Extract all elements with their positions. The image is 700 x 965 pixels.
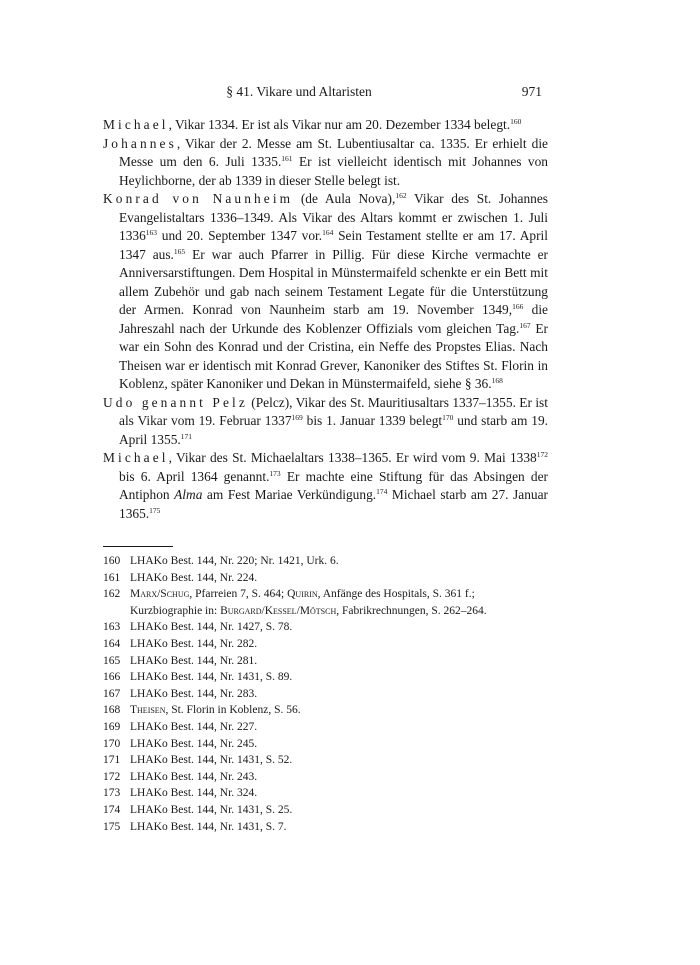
footnote-text: LHAKo Best. 144, Nr. 220; Nr. 1421, Urk. 6. bbox=[130, 555, 339, 567]
footnote bbox=[103, 802, 548, 819]
footnote-ref[interactable]: 166 bbox=[512, 302, 524, 311]
footnote-ref[interactable]: 175 bbox=[149, 505, 161, 515]
footnote-text: LHAKo Best. 144, Nr. 282. bbox=[130, 637, 258, 650]
footnote-text: LHAKo Best. 144, Nr. 224. bbox=[130, 571, 258, 584]
footnote-ref[interactable]: 174 bbox=[376, 487, 388, 496]
entry-udo-genannt-pelz: Udo genannt Pelz (Pelcz), Vikar des St. Mauritiusaltars 1337–1355. Er ist als Vikar vom 19. Februar 1337$^{169}$ bis 1. Januar 1339 belegt$^{170}$ und starb am 19. April 1355.$^{171}$ bbox=[103, 394, 548, 447]
entry-name: Michael bbox=[103, 450, 169, 465]
footnote-ref[interactable]: 167 bbox=[519, 320, 531, 330]
footnote-text: LHAKo Best. 144, Nr. 1427, S. 78. bbox=[130, 621, 293, 634]
footnote-ref[interactable]: 169 bbox=[291, 413, 303, 422]
footnote-number: 167 bbox=[103, 687, 121, 700]
footnote bbox=[103, 553, 548, 570]
entry-name: Johannes bbox=[103, 135, 177, 151]
footnote-text: Marx/Schug, Pfarreien 7, S. 464; Quirin, Anfänge des Hospitals, S. 361 f.; Kurzbiographie in: Burgard/Kessel/Mötsch, Fabrikrechnungen, S. 262–264. bbox=[130, 588, 487, 617]
footnote-number: 173 bbox=[103, 787, 121, 800]
footnote-text: LHAKo Best. 144, Nr. 1431, S. 7. bbox=[130, 820, 287, 833]
footnote-text: LHAKo Best. 144, Nr. 324. bbox=[130, 787, 258, 800]
footnote bbox=[103, 719, 548, 736]
entry-johannes: Johannes, Vikar der 2. Messe am St. Lubentiusaltar ca. 1335. Er erhielt die Messe um den 6. Juli 1335.$^{161}$ Er ist vielleicht identisch mit Johannes von Heylichborne, der ab 1339 in dieser Stelle belegt ist. bbox=[103, 135, 548, 188]
footnote-ref[interactable]: 160 bbox=[510, 117, 522, 126]
entry-name: Michael bbox=[103, 117, 169, 132]
footnote-text: LHAKo Best. 144, Nr. 283. bbox=[130, 687, 258, 700]
footnote bbox=[103, 736, 548, 753]
entry-name: Udo genannt Pelz bbox=[103, 394, 248, 410]
footnote-number: 162 bbox=[103, 588, 121, 601]
entry-konrad-von-naunheim: Konrad von Naunheim (de Aula Nova),$^{162}$ Vikar des St. Johannes Evangelistaltars 1336–1349. Als Vikar des Altars kommt er zwischen 1. Juli 1336$^{163}$ und 20. September 1347 vor.$^{164}$ Sein Testament stellte er am 17. April 1347 aus.$^{165}$ Er war auch Pfarrer in Pillig. Für diese Kirche vermachte er Anniversarstiftungen. Dem Hospital in Münstermaifeld schenkte er ein Bett mit allem Zubehör und gab nach seinem Testament Legate für die Unterstützung der Armen. Konrad von Naunheim starb am 19. November 1349,$^{166}$ die Jahreszahl nach der Urkunde des Koblenzer Offizials vom gleichen Tag.$^{167}$ Er war ein Sohn des Konrad und der Cristina, ein Neffe des Propstes Elias. Nach Theisen war er identisch mit Konrad Grever, Kanoniker des Stiftes St. Florin in Koblenz, später Kanoniker und Dekan in Münstermaifeld, siehe § 36.$^{168}$ bbox=[103, 191, 548, 391]
footnote-number: 160 bbox=[103, 555, 121, 567]
main-text bbox=[103, 116, 548, 523]
footnote-text: LHAKo Best. 144, Nr. 227. bbox=[130, 720, 258, 733]
footnote-number: 175 bbox=[103, 820, 121, 833]
footnote-ref[interactable]: 171 bbox=[180, 431, 192, 441]
footnote bbox=[103, 752, 548, 769]
footnotes bbox=[103, 553, 548, 835]
footnote-number: 168 bbox=[103, 704, 121, 717]
entry-michael-1334: Michael, Vikar 1334. Er ist als Vikar nur am 20. Dezember 1334 belegt.$^{160}$ bbox=[103, 117, 522, 132]
footnote-ref[interactable]: 172 bbox=[536, 450, 548, 459]
footnote bbox=[103, 586, 548, 619]
footnote-ref[interactable]: 170 bbox=[442, 413, 454, 422]
footnote bbox=[103, 653, 548, 670]
footnote-ref[interactable]: 162 bbox=[395, 191, 407, 200]
footnote bbox=[103, 636, 548, 653]
footnote-separator bbox=[103, 546, 173, 547]
footnote bbox=[103, 686, 548, 703]
footnote-text: LHAKo Best. 144, Nr. 1431, S. 52. bbox=[130, 754, 293, 767]
footnote-number: 170 bbox=[103, 737, 121, 750]
footnote bbox=[103, 570, 548, 587]
footnote-ref[interactable]: 163 bbox=[145, 228, 158, 237]
footnote-text: LHAKo Best. 144, Nr. 1431, S. 89. bbox=[130, 671, 293, 684]
footnote-number: 174 bbox=[103, 803, 121, 816]
footnote bbox=[103, 669, 548, 686]
entry-michael-1338: Michael, Vikar des St. Michaelaltars 1338–1365. Er wird vom 9. Mai 1338$^{172}$ bis 6. April 1364 genannt.$^{173}$ Er machte eine Stiftung für das Absingen der Antiphon Alma am Fest Mariae Verkündigung.$^{174}$ Michael starb am 27. Januar 1365.$^{175}$ bbox=[103, 450, 549, 521]
footnote-number: 171 bbox=[103, 754, 121, 767]
footnote-text: Theisen, St. Florin in Koblenz, S. 56. bbox=[130, 704, 301, 717]
footnote bbox=[103, 769, 548, 786]
footnote-number: 166 bbox=[103, 671, 121, 684]
footnote-ref[interactable]: 168 bbox=[491, 376, 503, 385]
footnote-text: LHAKo Best. 144, Nr. 1431, S. 25. bbox=[130, 803, 293, 816]
footnote-number: 172 bbox=[103, 770, 121, 783]
footnote-ref[interactable]: 164 bbox=[322, 228, 334, 237]
footnote-number: 165 bbox=[103, 654, 121, 667]
footnote-number: 169 bbox=[103, 720, 121, 733]
page-number: 971 bbox=[521, 84, 542, 99]
footnote bbox=[103, 785, 548, 802]
footnote-number: 164 bbox=[103, 637, 121, 650]
footnote-text: LHAKo Best. 144, Nr. 281. bbox=[130, 654, 258, 667]
footnote-number: 161 bbox=[103, 571, 121, 584]
footnote-ref[interactable]: 161 bbox=[281, 154, 293, 163]
footnote-ref[interactable]: 165 bbox=[173, 246, 186, 256]
footnote bbox=[103, 619, 548, 636]
footnote bbox=[103, 702, 548, 719]
footnote bbox=[103, 819, 548, 836]
footnote-text: LHAKo Best. 144, Nr. 243. bbox=[130, 770, 258, 783]
entry-name: Konrad von Naunheim bbox=[103, 191, 294, 206]
footnote-number: 163 bbox=[103, 621, 121, 634]
footnote-ref[interactable]: 173 bbox=[269, 468, 281, 478]
running-header-title: § 41. Vikare und Altaristen bbox=[226, 84, 372, 99]
footnote-text: LHAKo Best. 144, Nr. 245. bbox=[130, 737, 258, 750]
